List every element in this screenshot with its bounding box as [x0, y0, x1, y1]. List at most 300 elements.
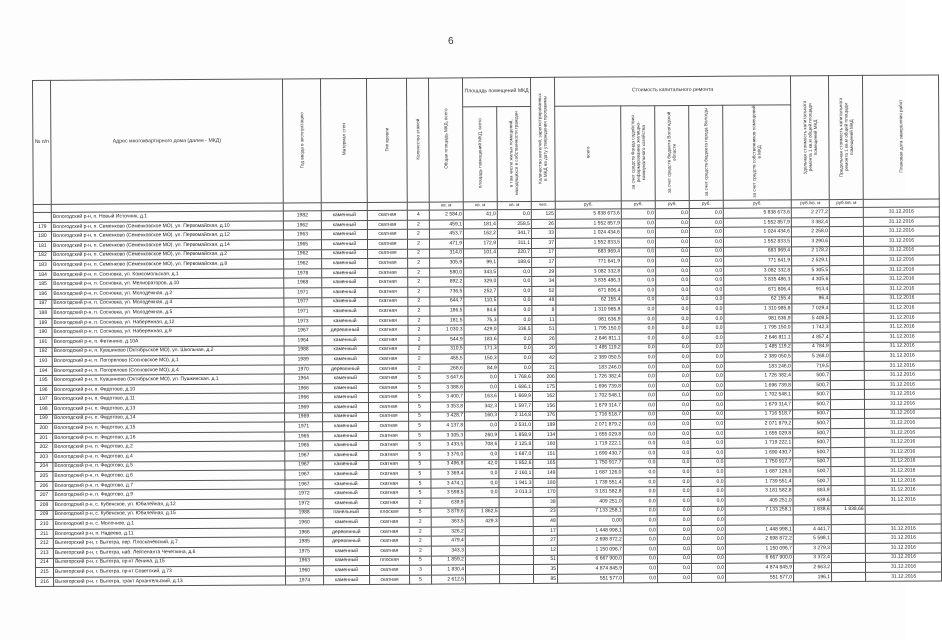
- cell-roof-type: скатная: [368, 297, 408, 307]
- header-cost-region: за счет средств бюджета Вологодской области: [655, 105, 690, 200]
- cell-wall-material: каменный: [321, 211, 367, 221]
- cell-total-area: 639,9: [431, 498, 465, 508]
- cell-cost-fund: 0,0: [622, 276, 656, 286]
- cell-unit-cost: 2 178,2: [792, 246, 830, 256]
- cell-deadline: 31.12.2016: [864, 265, 940, 275]
- cell-cost-region: 0,0: [656, 391, 690, 401]
- cell-wall-material: каменный: [321, 220, 367, 230]
- cell-cost-local: 0,0: [691, 410, 725, 420]
- cell-wall-material: каменный: [321, 230, 367, 240]
- cell-total-area: 3 598,5: [431, 488, 465, 498]
- cell-deadline: 31.12.2016: [865, 562, 941, 572]
- cell-unit-cost: 3 290,6: [792, 237, 830, 247]
- cell-area-owners: 0,0: [498, 296, 532, 306]
- cell-roof-type: скатная: [369, 489, 409, 499]
- cell-roof-type: скатная: [369, 565, 409, 575]
- cell-residents: 17: [532, 248, 556, 258]
- cell-cost-local: 0,0: [690, 400, 724, 410]
- cell-cost-region: 0,0: [656, 295, 690, 305]
- cell-wall-material: каменный: [322, 268, 368, 278]
- cell-year: 1977: [284, 297, 322, 307]
- cell-year: 1982: [283, 211, 321, 221]
- cell-cost-region: 0,0: [657, 439, 691, 449]
- cell-cost-fund: 0,0: [622, 343, 656, 353]
- cell-max-cost: [829, 217, 863, 227]
- cell-roof-type: скатная: [369, 517, 409, 527]
- cell-cost-owners: 981 636,9: [724, 314, 792, 324]
- header-residents: Количество жителей, зарегистрированных в МКД на дату утверждения программы: [531, 77, 556, 201]
- unit-cell: руб./кв. м: [791, 200, 829, 208]
- cell-cost-total: 3 082 332,8: [556, 267, 622, 277]
- cell-roof-type: скатная: [369, 546, 409, 556]
- cell-residents: 160: [533, 440, 557, 450]
- cell-deadline: 31.12.2016: [864, 255, 940, 265]
- cell-area-total: 260,9: [465, 431, 499, 441]
- cell-cost-region: 0,0: [656, 285, 690, 295]
- cell-cost-local: 0,0: [690, 372, 724, 382]
- unit-cell: кв. м: [429, 202, 463, 210]
- cell-cost-owners: 1 687 126,0: [725, 467, 793, 477]
- cell-residents: 26: [532, 334, 556, 344]
- cell-row-number: 192: [34, 347, 52, 357]
- cell-wall-material: каменный: [323, 556, 369, 566]
- cell-cost-local: 0,0: [691, 515, 725, 525]
- cell-cost-local: 0,0: [690, 362, 724, 372]
- cell-year: 1966: [284, 384, 322, 394]
- cell-max-cost: [831, 409, 865, 419]
- cell-unit-cost: 2 258,0: [791, 227, 829, 237]
- cell-total-area: 3 369,4: [431, 469, 465, 479]
- cell-wall-material: каменный: [322, 393, 368, 403]
- cell-area-owners: 311,1: [497, 238, 531, 248]
- cell-address: Вологодский р-н, п. Новый Источник, д.1: [51, 211, 283, 222]
- cell-unit-cost: 500,7: [793, 409, 831, 419]
- cell-max-cost: [830, 246, 864, 256]
- cell-area-owners: [500, 574, 534, 584]
- cell-area-total: 84,9: [464, 363, 498, 373]
- cell-cost-total: 1 552 857,9: [555, 219, 621, 229]
- cell-cost-owners: 5 838 673,6: [723, 208, 791, 218]
- cell-deadline: 31.12.2016: [865, 457, 941, 467]
- cell-area-total: 171,3: [464, 344, 498, 354]
- unit-cell: кв. м: [463, 202, 497, 210]
- cell-wall-material: каменный: [323, 470, 369, 480]
- cell-roof-type: скатная: [367, 239, 407, 249]
- cell-cost-region: 0,0: [656, 257, 690, 267]
- cell-row-number: 211: [35, 529, 53, 539]
- cell-total-area: 3 400,7: [430, 392, 464, 402]
- cell-area-owners: 188,6: [498, 258, 532, 268]
- header-num: № п/п: [33, 80, 52, 204]
- cell-max-cost: [831, 419, 865, 429]
- cell-cost-owners: 1 719 222,1: [725, 438, 793, 448]
- cell-row-number: 191: [34, 337, 52, 347]
- cell-area-owners: 1 768,6: [498, 373, 532, 383]
- cell-year: 1964: [284, 374, 322, 384]
- cell-roof-type: скатная: [368, 258, 408, 268]
- cell-cost-region: 0,0: [657, 544, 691, 554]
- cell-year: 1967: [284, 326, 322, 336]
- cell-unit-cost: 4 784,9: [792, 342, 830, 352]
- cell-floors: 2: [407, 229, 429, 239]
- cell-unit-cost: 500,7: [792, 400, 830, 410]
- cell-row-number: 190: [34, 328, 52, 338]
- cell-cost-fund: 0,0: [622, 257, 656, 267]
- cell-year: 1962: [284, 259, 322, 269]
- cell-max-cost: [830, 323, 864, 333]
- cell-area-owners: [499, 517, 533, 527]
- cell-cost-region: 0,0: [656, 353, 690, 363]
- cell-area-owners: [499, 507, 533, 517]
- cell-cost-region: 0,0: [657, 506, 691, 516]
- cell-residents: 51: [533, 555, 557, 565]
- cell-area-owners: 0,0: [498, 354, 532, 364]
- cell-residents: 134: [533, 430, 557, 440]
- cell-roof-type: скатная: [369, 498, 409, 508]
- header-total-area: Общая площадь МКД, всего: [428, 78, 463, 202]
- cell-cost-fund: 0,0: [622, 324, 656, 334]
- cell-unit-cost: 4 305,6: [792, 275, 830, 285]
- cell-cost-fund: 0,0: [621, 238, 655, 248]
- header-roof: Тип кровли: [366, 78, 407, 202]
- cell-cost-owners: 1 690 430,7: [725, 448, 793, 458]
- cell-area-total: [465, 555, 499, 565]
- cell-max-cost: [831, 447, 865, 457]
- cell-cost-owners: 1 679 314,7: [724, 400, 792, 410]
- cell-cost-total: 5 838 673,6: [555, 209, 621, 219]
- cell-row-number: 207: [35, 491, 53, 501]
- cell-address: Вологодский р-н, п. Семенково (Семенковское МО), ул. Первомайская, д.10: [51, 221, 283, 232]
- cell-area-total: 101,4: [464, 248, 498, 258]
- cell-roof-type: скатная: [368, 374, 408, 384]
- cell-wall-material: каменный: [323, 518, 369, 528]
- cell-total-area: 1 859,2: [431, 555, 465, 565]
- cell-deadline: 31.12.2016: [865, 447, 941, 457]
- cell-cost-total: 2 389 050,5: [556, 353, 622, 363]
- cell-row-number: 200: [35, 424, 53, 434]
- cell-cost-owners: 1 448 998,1: [725, 525, 793, 535]
- cell-area-total: [465, 526, 499, 536]
- cell-floors: 5: [409, 460, 431, 470]
- cell-cost-owners: 2 071 879,2: [725, 419, 793, 429]
- cell-residents: 8: [532, 305, 556, 315]
- cell-year: 1972: [285, 499, 323, 509]
- cell-area-total: 183,6: [464, 335, 498, 345]
- cell-cost-local: 0,0: [690, 381, 724, 391]
- cell-area-total: 429,0: [464, 325, 498, 335]
- cell-cost-total: 1 655 029,8: [557, 430, 623, 440]
- cell-year: 1969: [285, 412, 323, 422]
- cell-cost-owners: [725, 515, 793, 525]
- cell-roof-type: скатная: [369, 441, 409, 451]
- cell-row-number: 205: [35, 472, 53, 482]
- cell-deadline: 31.12.2016: [863, 217, 939, 227]
- cell-cost-total: 683 969,4: [556, 247, 622, 257]
- cell-residents: 12: [533, 545, 557, 555]
- cell-wall-material: каменный: [322, 316, 368, 326]
- cell-deadline: 31.12.2016: [863, 226, 939, 236]
- cell-wall-material: деревянный: [322, 364, 368, 374]
- cell-floors: 5: [409, 469, 431, 479]
- cell-cost-owners: 551 577,0: [726, 573, 794, 583]
- cell-deadline: 31.12.2016: [864, 351, 940, 361]
- cell-row-number: 210: [35, 520, 53, 530]
- cell-floors: 5: [408, 383, 430, 393]
- cell-total-area: 453,7: [429, 229, 463, 239]
- cell-total-area: 310,5: [430, 344, 464, 354]
- cell-residents: 125: [531, 210, 555, 220]
- cell-cost-region: 0,0: [656, 276, 690, 286]
- cell-year: 1989: [284, 355, 322, 365]
- cell-deadline: 31.12.2016: [864, 274, 940, 284]
- cell-cost-local: 0,0: [689, 237, 723, 247]
- cell-floors: 2: [408, 364, 430, 374]
- cell-row-number: 215: [35, 568, 53, 578]
- cell-cost-total: 1 739 551,4: [557, 478, 623, 488]
- cell-cost-total: 1 726 382,4: [556, 372, 622, 382]
- cell-cost-total: 7 133 258,1: [557, 507, 623, 517]
- cell-cost-fund: 0,0: [621, 228, 655, 238]
- cell-deadline: 31.12.2016: [865, 476, 941, 486]
- cell-row-number: 187: [34, 299, 52, 309]
- cell-cost-total: 183 246,0: [556, 363, 622, 373]
- cell-area-owners: 2 160,1: [499, 469, 533, 479]
- cell-cost-region: 0,0: [657, 535, 691, 545]
- cell-unit-cost: 639,6: [793, 496, 831, 506]
- cell-area-owners: [499, 545, 533, 555]
- cell-total-area: 314,0: [430, 248, 464, 258]
- cell-roof-type: плоская: [369, 508, 409, 518]
- cell-cost-total: 671 806,4: [556, 286, 622, 296]
- cell-max-cost: [830, 256, 864, 266]
- cell-cost-local: 0,0: [690, 324, 724, 334]
- cell-max-cost: [830, 361, 864, 371]
- cell-cost-local: 0,0: [690, 352, 724, 362]
- cell-unit-cost: 2 663,2: [793, 563, 831, 573]
- cell-area-owners: 0,0: [498, 334, 532, 344]
- cell-year: 1962: [283, 221, 321, 231]
- cell-address: Вологодский р-н, п. Сосновка, ул. Набережная, д.9: [52, 326, 284, 337]
- cell-cost-region: 0,0: [657, 458, 691, 468]
- cell-cost-owners: 4 874 845,9: [725, 563, 793, 573]
- cell-roof-type: скатная: [369, 469, 409, 479]
- cell-deadline: 31.12.2016: [865, 553, 941, 563]
- cell-floors: 2: [407, 220, 429, 230]
- cell-cost-total: 771 641,9: [556, 257, 622, 267]
- cell-area-total: 84,6: [464, 306, 498, 316]
- unit-cell: руб.: [555, 201, 621, 209]
- cell-year: 1988: [284, 345, 322, 355]
- cell-cost-local: 0,0: [692, 573, 726, 583]
- cell-deadline: 31.12.2016: [865, 466, 941, 476]
- cell-cost-owners: 1 702 548,1: [724, 390, 792, 400]
- cell-address: Вологодский р-н, п. Надеево, д.11: [53, 528, 285, 539]
- cell-max-cost: [830, 275, 864, 285]
- cell-roof-type: скатная: [367, 210, 407, 220]
- cell-wall-material: каменный: [322, 335, 368, 345]
- cell-max-cost: [830, 265, 864, 275]
- cell-cost-total: 1 795 150,0: [556, 324, 622, 334]
- cell-cost-fund: 0,0: [624, 573, 658, 583]
- cell-cost-total: 6 667 900,0: [557, 554, 623, 564]
- cell-cost-owners: 409 251,0: [725, 496, 793, 506]
- header-year: Год ввода в эксплуатацию: [282, 79, 321, 203]
- cell-address: Вологодский р-н, п. Федотово, д.2: [53, 441, 285, 452]
- cell-cost-local: 0,0: [691, 477, 725, 487]
- cell-total-area: 186,5: [430, 306, 464, 316]
- cell-floors: 2: [408, 268, 430, 278]
- cell-roof-type: скатная: [369, 527, 409, 537]
- cell-wall-material: деревянный: [323, 527, 369, 537]
- cell-cost-region: 0,0: [657, 496, 691, 506]
- cell-deadline: 31.12.2016: [864, 294, 940, 304]
- cell-cost-total: 1 716 518,7: [557, 411, 623, 421]
- cell-residents: 48: [532, 296, 556, 306]
- cell-row-number: 180: [33, 232, 51, 242]
- cell-cost-owners: 1 696 739,8: [724, 381, 792, 391]
- cell-unit-cost: 4 441,7: [793, 524, 831, 534]
- cell-max-cost: [831, 553, 865, 563]
- cell-area-owners: 1 687,0: [499, 449, 533, 459]
- cell-residents: 34: [532, 277, 556, 287]
- table-body: [33, 207, 941, 587]
- cell-row-number: 196: [34, 385, 52, 395]
- cell-cost-local: 0,0: [691, 496, 725, 506]
- cell-address: Вологодский р-н, п. Сосновка, ул. Мелиораторов, д.10: [52, 278, 284, 289]
- cell-max-cost: [829, 208, 863, 218]
- cell-roof-type: скатная: [367, 220, 407, 230]
- cell-row-number: 181: [33, 241, 51, 251]
- cell-year: 1966: [285, 528, 323, 538]
- cell-row-number: 188: [34, 309, 52, 319]
- cell-floors: 4: [407, 210, 429, 220]
- cell-roof-type: скатная: [368, 345, 408, 355]
- cell-residents: 37: [531, 238, 555, 248]
- cell-cost-region: 0,0: [656, 381, 690, 391]
- cell-cost-total: 551 577,0: [558, 574, 624, 584]
- header-max-cost: Предельная стоимость капитального ремонта 1 кв.м общей площади помещений МКД: [829, 75, 864, 199]
- cell-cost-owners: 1 750 917,7: [725, 457, 793, 467]
- cell-max-cost: [829, 227, 863, 237]
- cell-wall-material: каменный: [322, 259, 368, 269]
- cell-max-cost: [831, 515, 865, 525]
- cell-address: Вологодский р-н, с. Кубенское, ул. Юбилейная, д.15: [53, 509, 285, 520]
- cell-deadline: 31.12.2016: [865, 524, 941, 534]
- cell-roof-type: скатная: [368, 383, 408, 393]
- cell-address: Вологодский р-н, п. Погорелово (Сосновское МО), д.1: [52, 355, 284, 366]
- cell-total-area: 4 137,8: [431, 421, 465, 431]
- cell-wall-material: каменный: [322, 383, 368, 393]
- cell-address: Вологодский р-н, п. Федотово, д.9: [53, 489, 285, 500]
- cell-cost-fund: 0,0: [622, 305, 656, 315]
- cell-total-area: 1 830,4: [431, 565, 465, 575]
- cell-address: Вологодский р-н, п. Семенково (Семенковское МО), ул. Первомайская, д.8: [52, 259, 284, 270]
- cell-wall-material: каменный: [323, 460, 369, 470]
- cell-cost-fund: 0,0: [623, 458, 657, 468]
- cell-area-total: 42,0: [465, 459, 499, 469]
- cell-cost-total: 1 750 917,7: [557, 459, 623, 469]
- cell-cost-local: 0,0: [690, 266, 724, 276]
- cell-cost-total: 1 024 434,6: [555, 228, 621, 238]
- cell-cost-fund: 0,0: [623, 430, 657, 440]
- cell-cost-region: 0,0: [655, 237, 689, 247]
- cell-deadline: 31.12.2016: [865, 428, 941, 438]
- cell-cost-local: 0,0: [691, 554, 725, 564]
- cell-cost-total: 1 150 096,7: [557, 545, 623, 555]
- header-cost-total: всего: [555, 106, 622, 202]
- cell-residents: 33: [531, 229, 555, 239]
- cell-address: Вологодский р-н, п. Кувшиново (Октябрьское МО), ул. Школьная, д.2: [52, 345, 284, 356]
- cell-roof-type: скатная: [367, 230, 407, 240]
- cell-roof-type: скатная: [369, 450, 409, 460]
- cell-area-total: [465, 546, 499, 556]
- cell-unit-cost: 196,1: [794, 572, 832, 582]
- cell-residents: 29: [532, 267, 556, 277]
- cell-row-number: 183: [34, 261, 52, 271]
- cell-year: 1967: [285, 480, 323, 490]
- cell-deadline: 31.12.2016: [864, 389, 940, 399]
- cell-roof-type: скатная: [368, 306, 408, 316]
- cell-unit-cost: [793, 515, 831, 525]
- cell-cost-local: 0,0: [691, 544, 725, 554]
- cell-row-number: 213: [35, 548, 53, 558]
- cell-wall-material: каменный: [322, 345, 368, 355]
- cell-wall-material: каменный: [321, 239, 367, 249]
- cell-area-total: 99,1: [464, 258, 498, 268]
- cell-roof-type: скатная: [369, 412, 409, 422]
- cell-cost-owners: 1 485 119,2: [724, 342, 792, 352]
- cell-floors: 2: [409, 517, 431, 527]
- header-deadline: Плановая дата завершения работ: [863, 75, 940, 200]
- header-cost-group: Стоимость капитального ремонта: [555, 76, 791, 106]
- cell-roof-type: скатная: [368, 335, 408, 345]
- cell-area-owners: 0,0: [498, 344, 532, 354]
- cell-floors: 2: [409, 546, 431, 556]
- cell-wall-material: деревянный: [323, 537, 369, 547]
- cell-row-number: 212: [35, 539, 53, 549]
- cell-cost-local: 0,0: [690, 295, 724, 305]
- cell-total-area: 3 879,6: [431, 507, 465, 517]
- header-cost-fund: за счет средств Фонда содействия реформированию жилищно-коммунального хозяйства: [621, 106, 656, 201]
- cell-unit-cost: 500,7: [792, 381, 830, 391]
- cell-deadline: [865, 514, 941, 524]
- cell-cost-local: 0,0: [690, 304, 724, 314]
- cell-deadline: 31.12.2016: [864, 303, 940, 313]
- cell-cost-total: 1 448 998,1: [557, 526, 623, 536]
- cell-residents: 48: [533, 517, 557, 527]
- cell-cost-total: 1 679 314,7: [556, 401, 622, 411]
- header-cost-local: за счет средств бюджета города Вологды: [689, 105, 724, 200]
- cell-address: Вологодский р-н, п. Семенково (Семенковское МО), ул. Первомайская, д.12: [51, 230, 283, 241]
- cell-unit-cost: 1 838,6: [793, 505, 831, 515]
- cell-row-number: 206: [35, 481, 53, 491]
- cell-wall-material: каменный: [323, 479, 369, 489]
- cell-cost-region: 0,0: [657, 487, 691, 497]
- cell-cost-fund: 0,0: [623, 545, 657, 555]
- cell-year: 1970: [284, 364, 322, 374]
- cell-cost-local: 0,0: [691, 468, 725, 478]
- cell-cost-region: 0,0: [656, 247, 690, 257]
- cell-residents: 27: [533, 536, 557, 546]
- cell-area-owners: 3 013,3: [499, 488, 533, 498]
- cell-total-area: 544,9: [430, 335, 464, 345]
- cell-area-total: 0,0: [464, 383, 498, 393]
- cell-floors: 2: [408, 335, 430, 345]
- cell-area-owners: [499, 536, 533, 546]
- cell-cost-local: 0,0: [691, 420, 725, 430]
- cell-roof-type: скатная: [369, 460, 409, 470]
- cell-area-total: 0,0: [465, 488, 499, 498]
